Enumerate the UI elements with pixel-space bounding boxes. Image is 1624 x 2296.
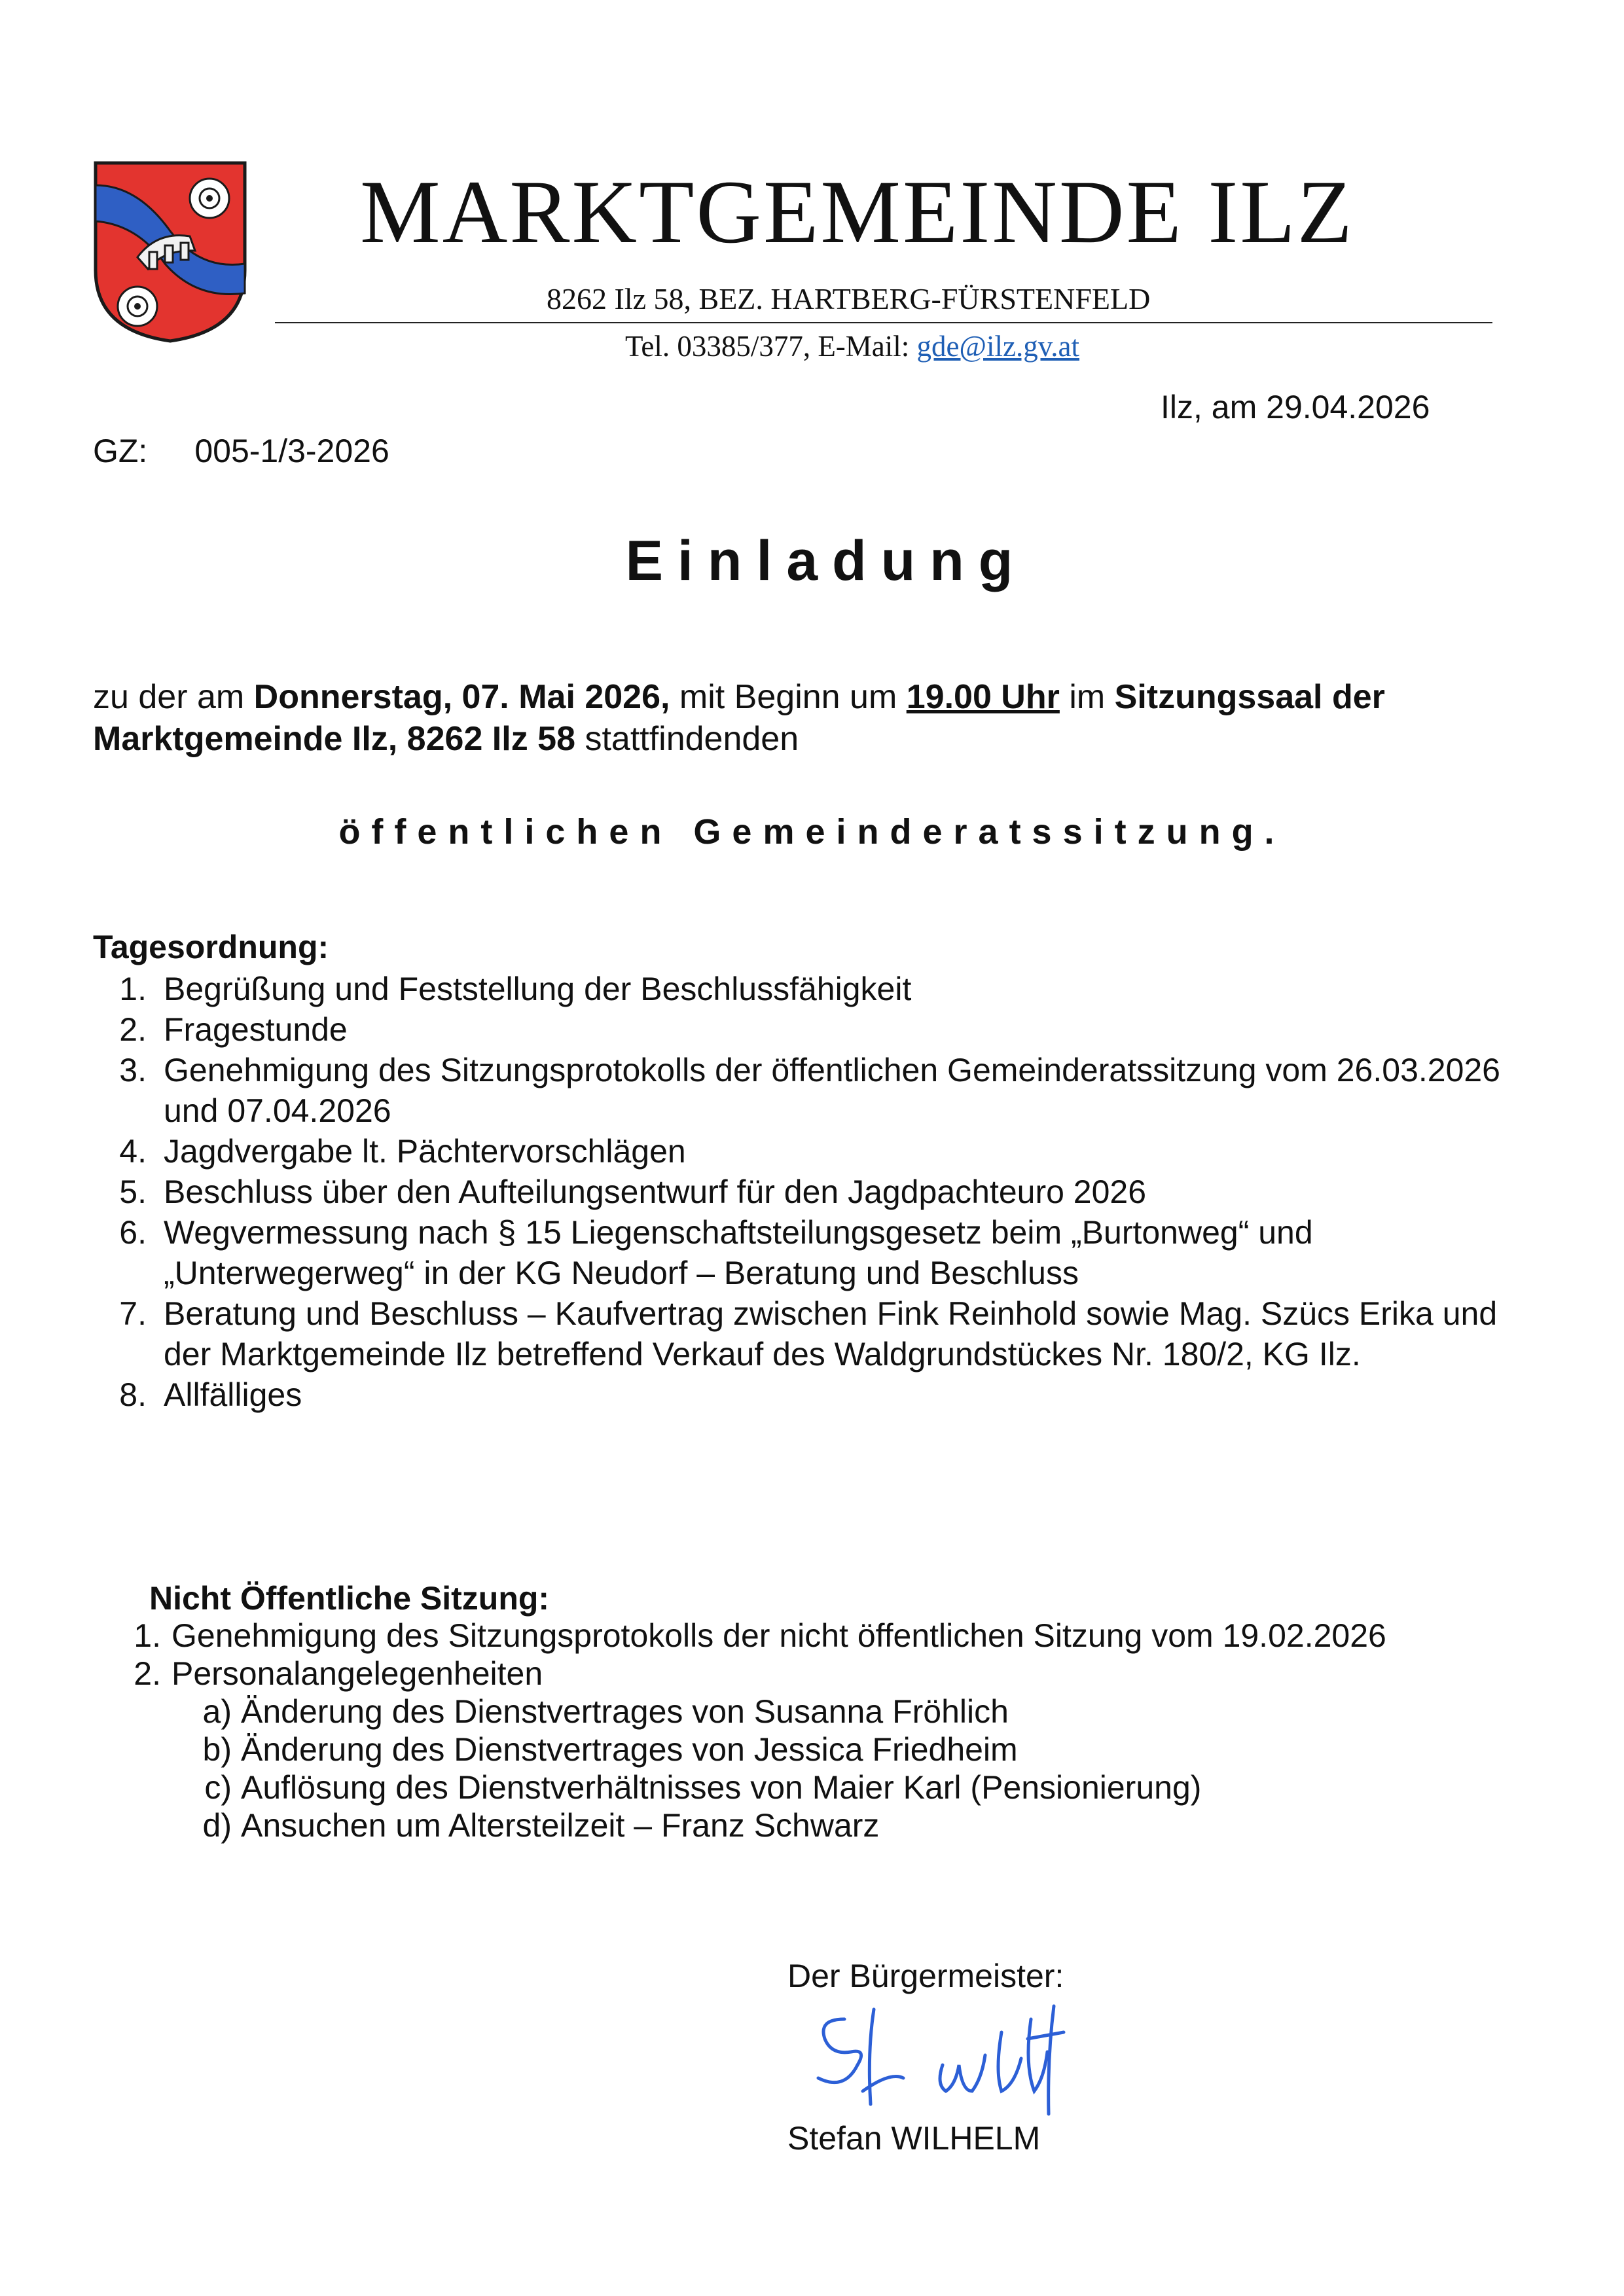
contact-phone: Tel. 03385/377, E-Mail: bbox=[625, 330, 917, 363]
subitem-letter: a) bbox=[202, 1693, 232, 1730]
agenda-item-number: 5. bbox=[119, 1174, 147, 1210]
agenda-item bbox=[93, 1374, 1500, 1415]
contact-email-link[interactable]: gde@ilz.gv.at bbox=[916, 330, 1079, 363]
agenda-item-text: Allfälliges bbox=[164, 1376, 302, 1413]
letterhead-address: 8262 Ilz 58, BEZ. HARTBERG-FÜRSTENFELD bbox=[547, 282, 1151, 315]
agenda-item-text: Jagdvergabe lt. Pächtervorschlägen bbox=[164, 1133, 686, 1170]
closed-item-number: 1. bbox=[134, 1617, 161, 1654]
intro-text-2: mit Beginn um bbox=[670, 678, 907, 716]
agenda-item bbox=[93, 1131, 1500, 1172]
agenda-item bbox=[93, 1172, 1500, 1212]
agenda-item-text: Begrüßung und Feststellung der Beschlussfähigkeit bbox=[164, 971, 912, 1007]
agenda-item-number: 7. bbox=[119, 1295, 147, 1332]
agenda-item bbox=[93, 1212, 1500, 1293]
closed-session-title: Nicht Öffentliche Sitzung: bbox=[149, 1580, 550, 1617]
agenda-item-number: 6. bbox=[119, 1214, 147, 1251]
agenda-title: Tagesordnung: bbox=[93, 929, 329, 965]
meeting-place: Sitzungssaal der Marktgemeinde Ilz, 8262 Ilz 58 bbox=[93, 678, 1385, 758]
intro-text-3: im bbox=[1059, 678, 1115, 716]
agenda-item-number: 2. bbox=[119, 1011, 147, 1048]
personnel-subitem bbox=[195, 1731, 1499, 1768]
agenda-item-text: Beschluss über den Aufteilungsentwurf für den Jagdpachteuro 2026 bbox=[164, 1174, 1147, 1210]
subitem-text: Auflösung des Dienstverhältnisses von Maier Karl (Pensionierung) bbox=[241, 1769, 1202, 1806]
reference-number bbox=[93, 432, 389, 470]
agenda-item-text: Beratung und Beschluss – Kaufvertrag zwischen Fink Reinhold sowie Mag. Szücs Erika und der Marktgemeinde Ilz betreffend Verkauf des Waldgrundstückes Nr. 180/2, KG Ilz. bbox=[164, 1295, 1498, 1372]
reference-value: 005-1/3-2026 bbox=[194, 433, 389, 469]
agenda-item bbox=[93, 1293, 1500, 1374]
meeting-time: 19.00 Uhr bbox=[906, 678, 1060, 716]
agenda-item-number: 1. bbox=[119, 971, 147, 1007]
agenda-item-number: 8. bbox=[119, 1376, 147, 1413]
agenda-item-number: 3. bbox=[119, 1052, 147, 1088]
letterhead-contact bbox=[625, 329, 1079, 363]
subitem-text: Ansuchen um Altersteilzeit – Franz Schwarz bbox=[241, 1807, 880, 1844]
intro-text-4: stattfindenden bbox=[575, 720, 799, 758]
closed-item-text: Personalangelegenheiten bbox=[171, 1655, 543, 1692]
invitation-text bbox=[93, 676, 1500, 760]
closed-session-item bbox=[124, 1617, 1499, 1655]
intro-text-1: zu der am bbox=[93, 678, 254, 716]
agenda-item bbox=[93, 1050, 1500, 1131]
personnel-subitem bbox=[195, 1693, 1499, 1731]
subitem-text: Änderung des Dienstvertrages von Jessica Friedheim bbox=[241, 1731, 1018, 1768]
subitem-letter: b) bbox=[202, 1731, 232, 1768]
meeting-date: Donnerstag, 07. Mai 2026, bbox=[253, 678, 670, 716]
letterhead-divider bbox=[275, 322, 1492, 323]
personnel-subitem bbox=[195, 1806, 1499, 1844]
agenda-item-text: Wegvermessung nach § 15 Liegenschaftsteilungsgesetz beim „Burtonweg“ und „Unterwegerweg“ in der KG Neudorf – Beratung und Beschluss bbox=[164, 1214, 1313, 1291]
municipality-title: MARKTGEMEINDE ILZ bbox=[360, 162, 1354, 262]
signatory-name: Stefan WILHELM bbox=[787, 2120, 1041, 2157]
personnel-subitem bbox=[195, 1768, 1499, 1806]
session-type: öffentlichen Gemeinderatssitzung. bbox=[338, 812, 1286, 852]
agenda-item bbox=[93, 1009, 1500, 1050]
closed-session-list bbox=[124, 1617, 1499, 1844]
personnel-subitems bbox=[171, 1693, 1499, 1844]
dateline: Ilz, am 29.04.2026 bbox=[1161, 389, 1430, 425]
closed-session-item bbox=[124, 1655, 1499, 1844]
document-heading: Einladung bbox=[625, 529, 1028, 592]
signature-label: Der Bürgermeister: bbox=[787, 1958, 1064, 1994]
agenda-list bbox=[93, 969, 1500, 1415]
agenda-item-text: Fragestunde bbox=[164, 1011, 348, 1048]
agenda-item-number: 4. bbox=[119, 1133, 147, 1170]
subitem-letter: d) bbox=[202, 1807, 232, 1844]
subitem-letter: c) bbox=[204, 1769, 232, 1806]
closed-item-text: Genehmigung des Sitzungsprotokolls der nicht öffentlichen Sitzung vom 19.02.2026 bbox=[171, 1617, 1386, 1654]
subitem-text: Änderung des Dienstvertrages von Susanna Fröhlich bbox=[241, 1693, 1009, 1730]
closed-item-number: 2. bbox=[134, 1655, 161, 1692]
agenda-item-text: Genehmigung des Sitzungsprotokolls der öffentlichen Gemeinderatssitzung vom 26.03.2026 und 07.04.2026 bbox=[164, 1052, 1500, 1129]
municipal-crest-icon bbox=[92, 159, 249, 344]
reference-label: GZ: bbox=[93, 433, 148, 469]
agenda-item bbox=[93, 969, 1500, 1009]
handwritten-signature bbox=[805, 1993, 1074, 2117]
